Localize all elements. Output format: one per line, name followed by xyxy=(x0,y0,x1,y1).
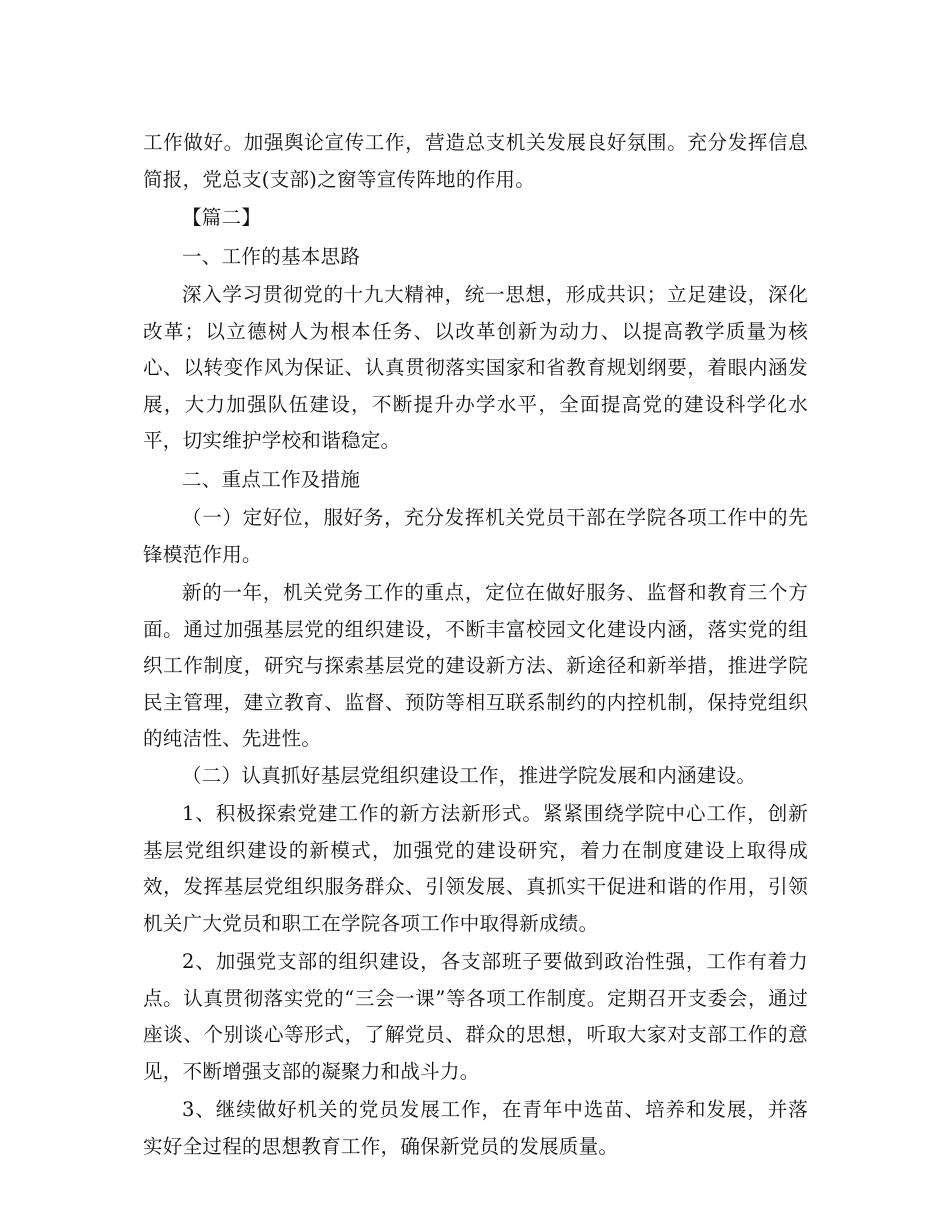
paragraph-new-year: 新的一年，机关党务工作的重点，定位在做好服务、监督和教育三个方面。通过加强基层党的组织建设，不断丰富校园文化建设内涵，落实党的组织工作制度，研究与探索基层党的建设新方法、新途径和新举措，推进学院民主管理，建立教育、监督、预防等相互联系制约的内控机制，保持党组织的纯洁性、先进性。 xyxy=(143,581,808,750)
subheading-one: （一）定好位，服好务，充分发挥机关党员干部在学院各项工作中的先锋模范作用。 xyxy=(143,506,808,566)
heading-key-work: 二、重点工作及措施 xyxy=(182,467,361,491)
heading-basic-approach: 一、工作的基本思路 xyxy=(182,244,361,268)
list-item-1: 1、积极探索党建工作的新方法新形式。紧紧围绕学院中心工作，创新基层党组织建设的新模式，加强党的建设研究，着力在制度建设上取得成效，发挥基层党组织服务群众、引领发展、真抓实干促进和谐的作用，引领机关广大党员和职工在学院各项工作中取得新成绩。 xyxy=(143,802,808,935)
list-item-3: 3、继续做好机关的党员发展工作，在青年中选苗、培养和发展，并落实好全过程的思想教育工作，确保新党员的发展质量。 xyxy=(143,1098,808,1158)
paragraph-basic-approach: 深入学习贯彻党的十九大精神，统一思想，形成共识；立足建设，深化改革；以立德树人为根本任务、以改革创新为动力、以提高教学质量为核心、以转变作风为保证、认真贯彻落实国家和省教育规划纲要，着眼内涵发展，大力加强队伍建设，不断提升办学水平，全面提高党的建设科学化水平，切实维护学校和谐稳定。 xyxy=(143,283,808,452)
section-heading-part-two: 【篇二】 xyxy=(182,206,262,229)
paragraph-1: 工作做好。加强舆论宣传工作，营造总支机关发展良好氛围。充分发挥信息简报，党总支(支部)之窗等宣传阵地的作用。 xyxy=(143,131,808,191)
list-item-2: 2、加强党支部的组织建设，各支部班子要做到政治性强，工作有着力点。认真贯彻落实党的“三会一课”等各项工作制度。定期召开支委会，通过座谈、个别谈心等形式，了解党员、群众的思想，听取大家对支部工作的意见，不断增强支部的凝聚力和战斗力。 xyxy=(143,950,808,1083)
document-body xyxy=(143,125,808,1165)
subheading-two: （二）认真抓好基层党组织建设工作，推进学院发展和内涵建设。 xyxy=(182,763,757,787)
